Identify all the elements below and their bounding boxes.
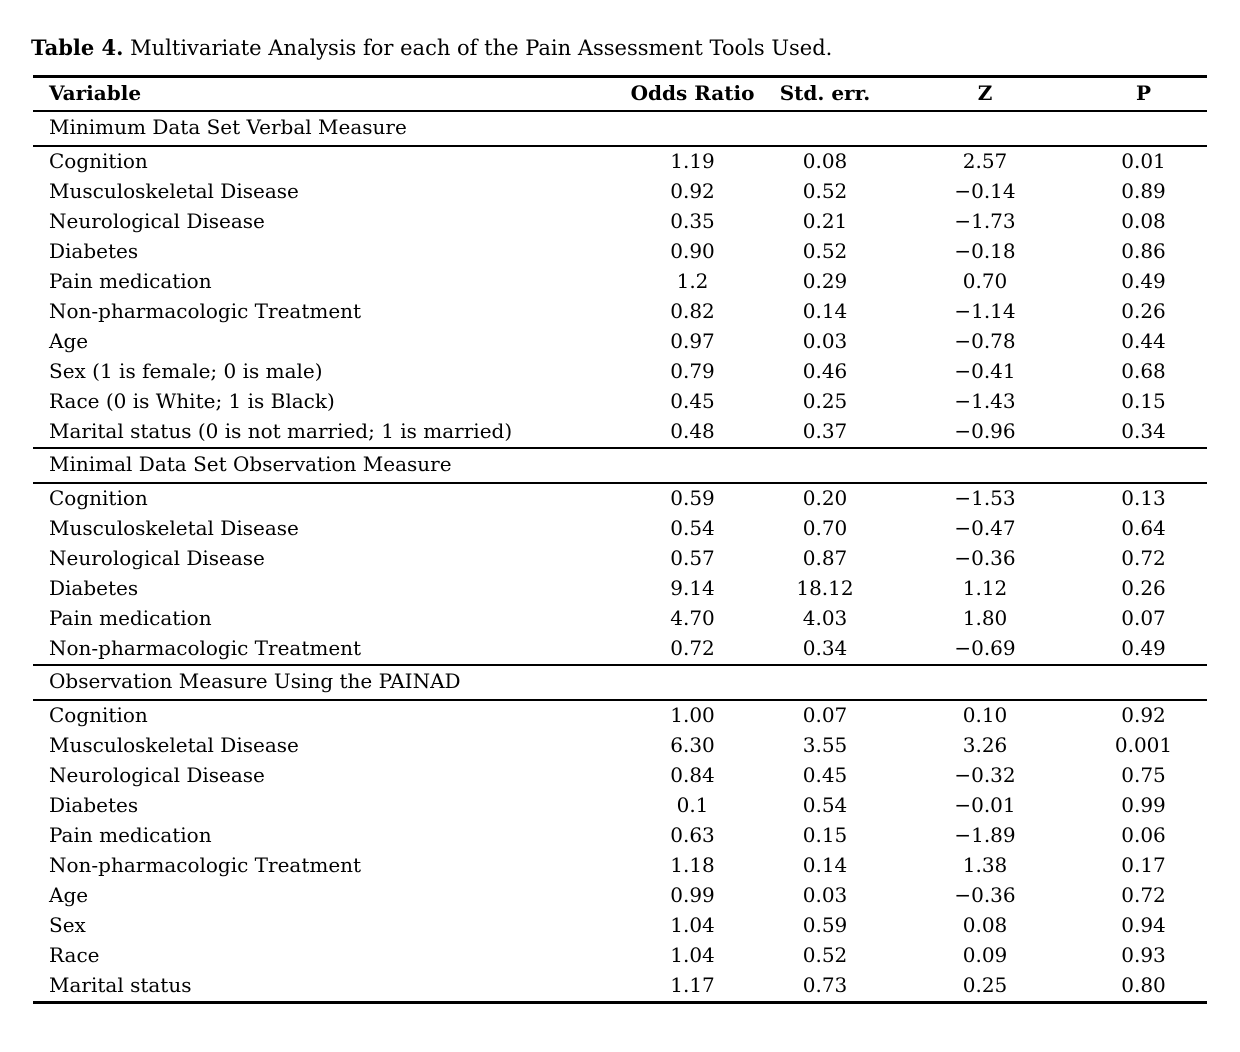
cell-value: 0.48 — [670, 419, 715, 443]
cell-value: 0.75 — [1121, 763, 1166, 787]
cell-value: 0.09 — [962, 943, 1008, 967]
cell-value: −0.78 — [954, 329, 1016, 353]
table-row — [33, 881, 1207, 911]
cell-value: 0.44 — [1121, 329, 1166, 353]
table-row — [33, 327, 1207, 357]
cell-value: 9.14 — [670, 576, 715, 600]
cell-value: 18.12 — [796, 576, 854, 600]
cell-value: 0.21 — [802, 209, 848, 233]
cell-value: −1.53 — [954, 486, 1016, 510]
cell-value: −1.43 — [954, 389, 1016, 413]
cell-value: 0.45 — [802, 763, 848, 787]
table-row — [33, 700, 1207, 731]
cell-variable: Non-pharmacologic Treatment — [49, 636, 362, 660]
cell-value: 2.57 — [962, 149, 1008, 173]
cell-value: 1.2 — [676, 269, 709, 293]
cell-value: −1.89 — [954, 823, 1016, 847]
cell-value: 1.19 — [670, 149, 715, 173]
col-header-variable: Variable — [49, 81, 142, 105]
cell-value: 0.52 — [802, 943, 848, 967]
table-row — [33, 267, 1207, 297]
cell-variable: Non-pharmacologic Treatment — [49, 299, 362, 323]
cell-value: 0.26 — [1121, 576, 1166, 600]
table-row — [33, 821, 1207, 851]
cell-value: 0.72 — [1121, 546, 1166, 570]
cell-value: 0.49 — [1121, 269, 1166, 293]
cell-value: 0.15 — [1121, 389, 1166, 413]
cell-variable: Cognition — [49, 149, 148, 173]
cell-value: 0.70 — [962, 269, 1008, 293]
cell-value: 1.18 — [670, 853, 715, 877]
cell-value: 0.08 — [962, 913, 1008, 937]
cell-value: 0.46 — [802, 359, 848, 383]
cell-value: 0.01 — [1121, 149, 1166, 173]
table-row — [33, 514, 1207, 544]
cell-variable: Pain medication — [49, 823, 212, 847]
col-header-std-err: Std. err. — [779, 81, 871, 105]
cell-variable: Neurological Disease — [49, 546, 265, 570]
cell-value: 1.12 — [962, 576, 1008, 600]
cell-value: 0.08 — [802, 149, 848, 173]
table-row — [33, 387, 1207, 417]
cell-value: −1.14 — [954, 299, 1016, 323]
cell-value: 0.84 — [670, 763, 715, 787]
cell-value: 0.20 — [802, 486, 848, 510]
cell-value: 0.54 — [802, 793, 848, 817]
cell-value: 0.25 — [802, 389, 848, 413]
cell-value: 0.89 — [1121, 179, 1166, 203]
col-header-z: Z — [977, 81, 993, 105]
cell-value: −0.47 — [954, 516, 1016, 540]
cell-value: 0.06 — [1121, 823, 1166, 847]
cell-variable: Marital status (0 is not married; 1 is married) — [49, 419, 513, 443]
cell-value: 0.99 — [670, 883, 715, 907]
table-row — [33, 237, 1207, 267]
cell-value: 0.87 — [802, 546, 848, 570]
section-header-row — [33, 665, 1207, 700]
section-header: Observation Measure Using the PAINAD — [49, 669, 461, 693]
cell-value: −0.01 — [954, 793, 1016, 817]
cell-value: −0.69 — [954, 636, 1016, 660]
cell-variable: Neurological Disease — [49, 209, 265, 233]
table-row — [33, 544, 1207, 574]
cell-value: 1.17 — [670, 973, 715, 997]
cell-value: 0.86 — [1121, 239, 1166, 263]
cell-variable: Marital status — [49, 973, 192, 997]
cell-variable: Age — [49, 883, 89, 907]
cell-variable: Musculoskeletal Disease — [49, 516, 299, 540]
cell-value: 4.70 — [670, 606, 715, 630]
cell-value: 3.26 — [962, 733, 1008, 757]
cell-value: 0.68 — [1121, 359, 1166, 383]
cell-value: 0.34 — [802, 636, 848, 660]
cell-value: 0.45 — [670, 389, 715, 413]
cell-value: 0.35 — [670, 209, 715, 233]
cell-value: 0.10 — [962, 703, 1008, 727]
cell-value: −0.96 — [954, 419, 1016, 443]
cell-value: 0.82 — [670, 299, 715, 323]
cell-value: 0.94 — [1121, 913, 1166, 937]
cell-value: −0.32 — [954, 763, 1016, 787]
cell-variable: Pain medication — [49, 606, 212, 630]
cell-value: 0.92 — [670, 179, 715, 203]
cell-value: 0.07 — [802, 703, 848, 727]
cell-value: −0.18 — [954, 239, 1016, 263]
cell-value: 0.15 — [802, 823, 848, 847]
cell-value: 0.001 — [1114, 733, 1173, 757]
table-row — [33, 207, 1207, 237]
cell-value: 0.97 — [670, 329, 715, 353]
cell-value: −0.41 — [954, 359, 1016, 383]
header-row — [33, 77, 1207, 112]
table-row — [33, 146, 1207, 177]
cell-variable: Sex — [49, 913, 86, 937]
table-row — [33, 941, 1207, 971]
col-header-p: P — [1135, 81, 1152, 105]
cell-variable: Musculoskeletal Disease — [49, 733, 299, 757]
cell-value: −0.36 — [954, 546, 1016, 570]
cell-variable: Diabetes — [49, 793, 139, 817]
cell-value: 0.59 — [802, 913, 848, 937]
table-row — [33, 297, 1207, 327]
cell-variable: Age — [49, 329, 89, 353]
cell-value: 0.52 — [802, 179, 848, 203]
cell-value: 0.49 — [1121, 636, 1166, 660]
cell-value: 0.72 — [670, 636, 715, 660]
cell-value: 0.13 — [1121, 486, 1166, 510]
section-header: Minimum Data Set Verbal Measure — [49, 115, 407, 139]
cell-value: 0.52 — [802, 239, 848, 263]
cell-value: 1.00 — [670, 703, 715, 727]
cell-value: 0.99 — [1121, 793, 1166, 817]
cell-value: −0.36 — [954, 883, 1016, 907]
cell-variable: Sex (1 is female; 0 is male) — [49, 359, 323, 383]
cell-variable: Pain medication — [49, 269, 212, 293]
cell-value: 0.34 — [1121, 419, 1166, 443]
cell-value: 6.30 — [670, 733, 715, 757]
cell-value: −0.14 — [954, 179, 1016, 203]
cell-value: 0.54 — [670, 516, 715, 540]
cell-value: 3.55 — [802, 733, 848, 757]
cell-value: 0.93 — [1121, 943, 1166, 967]
table-row — [33, 761, 1207, 791]
cell-value: 0.80 — [1121, 973, 1166, 997]
cell-value: 0.03 — [802, 329, 848, 353]
cell-value: 1.04 — [670, 943, 715, 967]
cell-value: 0.26 — [1121, 299, 1166, 323]
cell-variable: Cognition — [49, 486, 148, 510]
cell-value: 0.92 — [1121, 703, 1166, 727]
section-header-row — [33, 111, 1207, 146]
section-header: Minimal Data Set Observation Measure — [49, 452, 452, 476]
table-row — [33, 851, 1207, 881]
table-caption-text: Multivariate Analysis for each of the Pain Assessment Tools Used. — [123, 36, 833, 60]
cell-value: 0.57 — [670, 546, 715, 570]
cell-value: 0.37 — [802, 419, 848, 443]
table-caption — [31, 34, 1210, 62]
cell-variable: Race (0 is White; 1 is Black) — [49, 389, 335, 413]
cell-value: 0.90 — [670, 239, 715, 263]
table-row — [33, 177, 1207, 207]
cell-value: 1.80 — [962, 606, 1008, 630]
table-row — [33, 791, 1207, 821]
cell-value: 0.29 — [802, 269, 848, 293]
cell-variable: Race — [49, 943, 100, 967]
cell-value: 0.72 — [1121, 883, 1166, 907]
table-row — [33, 483, 1207, 514]
cell-value: 0.1 — [676, 793, 709, 817]
cell-value: 0.07 — [1121, 606, 1166, 630]
cell-variable: Non-pharmacologic Treatment — [49, 853, 362, 877]
cell-value: 0.63 — [670, 823, 715, 847]
results-table — [33, 75, 1207, 1004]
table-row — [33, 971, 1207, 1003]
cell-variable: Cognition — [49, 703, 148, 727]
table-row — [33, 911, 1207, 941]
cell-value: 0.25 — [962, 973, 1008, 997]
table-row — [33, 417, 1207, 448]
table-caption-label: Table 4. — [31, 35, 124, 60]
cell-value: 0.70 — [802, 516, 848, 540]
table-row — [33, 604, 1207, 634]
table-row — [33, 357, 1207, 387]
cell-value: 0.64 — [1121, 516, 1166, 540]
cell-variable: Musculoskeletal Disease — [49, 179, 299, 203]
cell-value: 0.17 — [1121, 853, 1166, 877]
cell-variable: Diabetes — [49, 239, 139, 263]
cell-value: 0.59 — [670, 486, 715, 510]
cell-value: 1.38 — [962, 853, 1008, 877]
cell-value: −1.73 — [954, 209, 1016, 233]
cell-value: 0.79 — [670, 359, 715, 383]
cell-value: 4.03 — [802, 606, 848, 630]
table-row — [33, 731, 1207, 761]
cell-value: 0.14 — [802, 299, 848, 323]
cell-value: 0.08 — [1121, 209, 1166, 233]
cell-value: 0.73 — [802, 973, 848, 997]
cell-variable: Neurological Disease — [49, 763, 265, 787]
col-header-odds-ratio: Odds Ratio — [630, 81, 755, 105]
table-row — [33, 634, 1207, 665]
cell-value: 0.14 — [802, 853, 848, 877]
cell-value: 1.04 — [670, 913, 715, 937]
table-row — [33, 574, 1207, 604]
cell-value: 0.03 — [802, 883, 848, 907]
section-header-row — [33, 448, 1207, 483]
cell-variable: Diabetes — [49, 576, 139, 600]
